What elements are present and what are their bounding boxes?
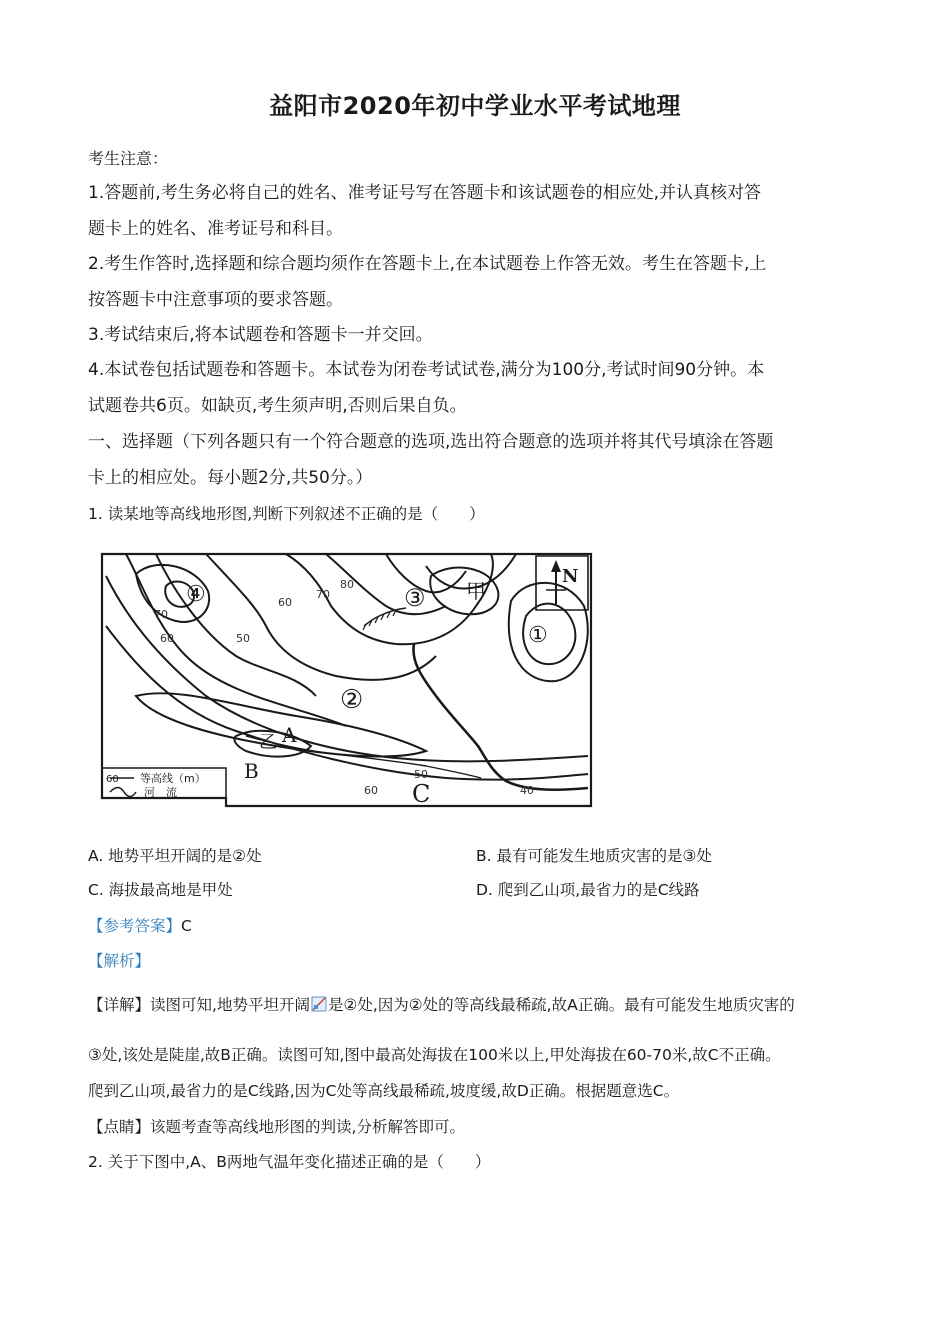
legend-river-label: 河 流: [144, 786, 177, 799]
map-label-1: ①: [528, 623, 548, 648]
contour-value: 50: [236, 632, 250, 645]
map-label-4: ④: [186, 582, 206, 607]
image-placeholder-icon: [311, 996, 327, 1012]
answer-value: C: [181, 917, 192, 935]
contour-value: 50: [414, 768, 428, 781]
notice-line-7: 试题卷共6页。如缺页,考生须声明,否则后果自负。: [88, 396, 467, 416]
contour-value: 80: [340, 578, 354, 591]
legend-contour-label: 等高线（m）: [140, 772, 206, 785]
map-label-b: B: [244, 759, 259, 783]
notice-line-1: 1.答题前,考生务必将自己的姓名、准考证号写在答题卡和该试题卷的相应处,并认真核对答: [88, 183, 762, 203]
detail-label: 【详解】: [88, 996, 151, 1014]
map-label-jia: 甲: [466, 579, 486, 603]
comment-row: [88, 1115, 878, 1139]
section-heading-line-1: 一、选择题（下列各题只有一个符合题意的选项,选出符合题意的选项并将其代号填涂在答题: [88, 432, 774, 452]
comment-text: 该题考查等高线地形图的判读,分析解答即可。: [150, 1118, 465, 1136]
contour-value: 70: [316, 588, 330, 601]
map-label-a: A: [282, 723, 297, 747]
option-d: D. 爬到乙山项,最省力的是C线路: [476, 881, 700, 899]
legend-contour-value: 60: [106, 774, 119, 785]
answer-label: 【参考答案】: [88, 917, 182, 935]
contour-value: 40: [520, 784, 534, 797]
notice-line-5: 3.考试结束后,将本试题卷和答题卡一并交回。: [88, 325, 433, 345]
contour-map: [96, 546, 596, 818]
notice-heading: 考生注意：: [88, 149, 169, 168]
notice-line-3: 2.考生作答时,选择题和综合题均须作在答题卡上,在本试题卷上作答无效。考生在答题卡,上: [88, 254, 767, 274]
option-a: A. 地势平坦开阔的是②处: [88, 847, 262, 865]
contour-value: 60: [364, 784, 378, 797]
detail-line-3: 爬到乙山项,最省力的是C线路,因为C处等高线最稀疏,坡度缓,故D正确。根据题意选C。: [88, 1082, 680, 1100]
contour-value: 60: [160, 632, 174, 645]
detail-text: 是②处,因为②处的等高线最稀疏,故A正确。最有可能发生地质灾害的: [327, 996, 795, 1014]
notice-line-4: 按答题卡中注意事项的要求答题。: [88, 290, 343, 310]
page-title: 益阳市2020年初中学业水平考试地理: [269, 92, 681, 120]
option-b: B. 最有可能发生地质灾害的是③处: [476, 847, 712, 865]
detail-line-2: ③处,该处是陡崖,故B正确。读图可知,图中最高处海拔在100米以上,甲处海拔在60-70米,故C不正确。: [88, 1046, 781, 1064]
north-arrow-label: N: [562, 566, 579, 587]
map-label-c: C: [412, 780, 431, 808]
section-heading-line-2: 卡上的相应处。每小题2分,共50分。）: [88, 468, 373, 488]
map-label-yi: 乙: [259, 732, 277, 753]
contour-value: 60: [278, 596, 292, 609]
notice-line-6: 4.本试卷包括试题卷和答题卡。本试卷为闭卷考试试卷,满分为100分,考试时间90分钟。本: [88, 360, 765, 380]
answer-row: [88, 914, 878, 938]
detail-line-1: [88, 993, 878, 1017]
question-1-stem: 1. 读某地等高线地形图,判断下列叙述不正确的是（ ）: [88, 505, 485, 523]
option-c: C. 海拔最高地是甲处: [88, 881, 233, 899]
comment-label: 【点睛】: [88, 1118, 151, 1136]
analysis-label: 【解析】: [88, 952, 151, 970]
contour-value: 70: [154, 608, 168, 621]
map-label-2: ②: [340, 685, 364, 715]
question-2-stem: 2. 关于下图中,A、B两地气温年变化描述正确的是（ ）: [88, 1153, 491, 1171]
detail-text: 读图可知,地势平坦开阔: [150, 996, 310, 1014]
notice-line-2: 题卡上的姓名、准考证号和科目。: [88, 219, 343, 239]
map-label-3: ③: [404, 584, 426, 612]
